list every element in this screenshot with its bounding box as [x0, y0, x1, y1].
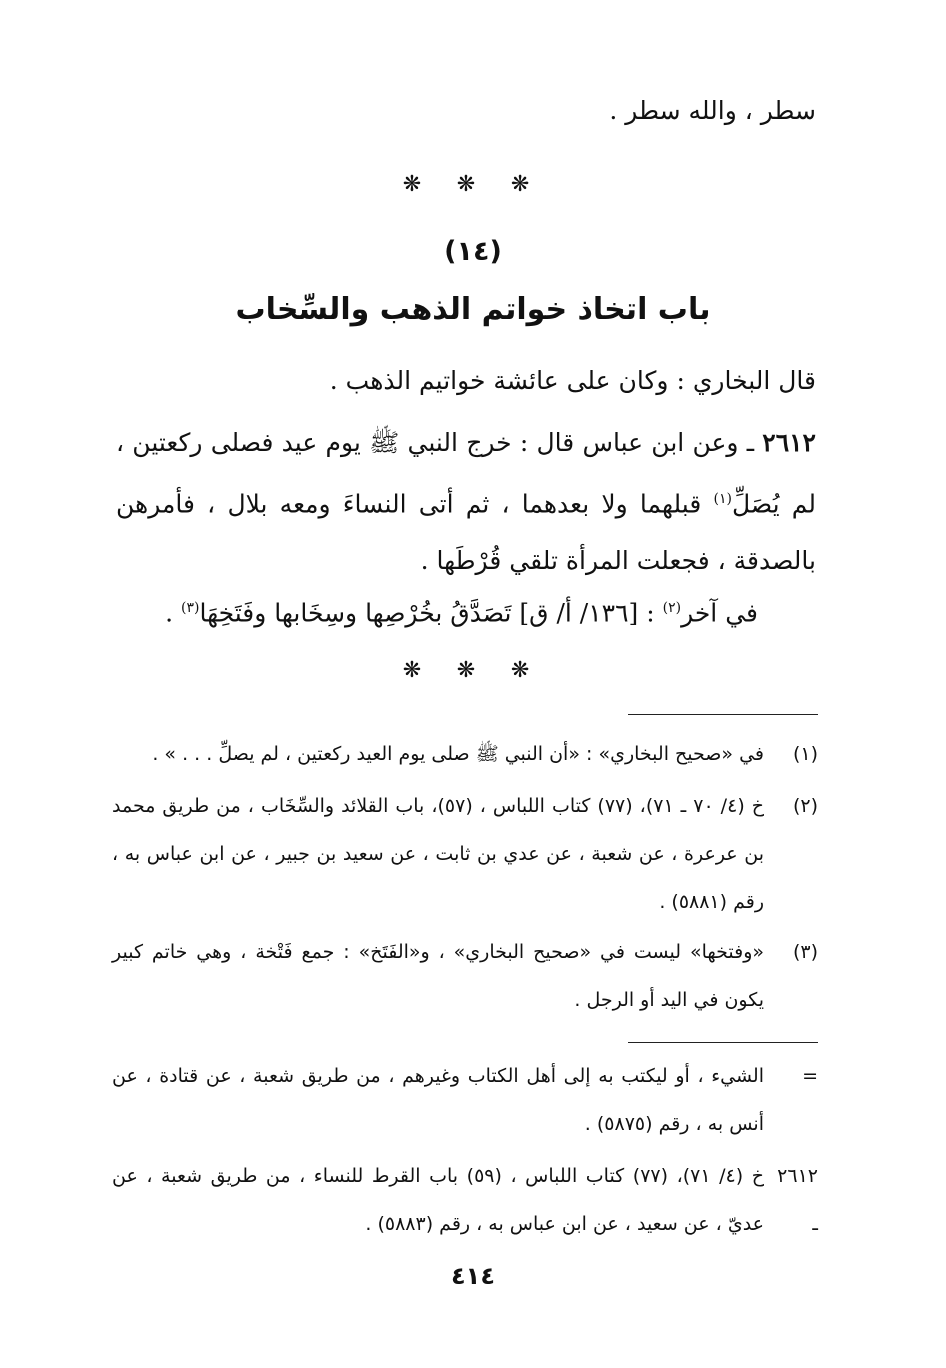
footnote-ref-2: (٢): [662, 600, 682, 616]
footnote-divider: [628, 714, 818, 715]
hadith-text-part2: قبلهما ولا بعدهما ، ثم أتى النساءَ ومعه بلال ، فأمرهن بالصدقة ، فجعلت المرأة تلقي قُرْطَها .: [116, 489, 816, 576]
takhrij-continuation: [112, 1052, 818, 1148]
takhrij-label: =: [802, 1065, 818, 1087]
footnote-label: (٣): [792, 941, 818, 963]
variant-text-part1: في آخر: [681, 598, 758, 628]
footnote-3: [112, 928, 818, 1024]
chapter-number: (١٤): [444, 236, 502, 267]
footnote-text: خ (٤/ ٧٠ ـ ٧١)، (٧٧) كتاب اللباس ، (٥٧)، باب القلائد والسِّخَاب ، من طريق محمد بن عرعرة ، عن شعبة ، عن عدي بن ثابت ، عن سعيد بن جبير ، عن ابن عباس به ، رقم (٥٨٨١) .: [112, 795, 764, 913]
separator-stars: ❋ ❋ ❋: [402, 172, 544, 197]
footnote-2: [112, 782, 818, 926]
page-number: ٤١٤: [451, 1262, 495, 1290]
continuation-line: سطر ، والله سطر .: [609, 96, 816, 125]
takhrij-divider: [628, 1042, 818, 1043]
hadith-number: ٢٦١٢: [762, 428, 816, 457]
takhrij-label: ٢٦١٢ ـ: [777, 1165, 818, 1235]
footnote-label: (٢): [792, 795, 818, 817]
variant-text-part3: .: [165, 598, 181, 628]
variant-text-part2: : [١٣٦/ أ/ ق] تَصَدَّقُ بخُرْصِها وسِخَابها وفَتَخِهَا: [199, 598, 663, 628]
separator-stars: ❋ ❋ ❋: [402, 658, 544, 683]
footnote-ref-1: (١): [713, 491, 732, 507]
variant-paragraph: [118, 580, 758, 641]
footnote-text: «وفتخها» ليست في «صحيح البخاري» ، و«الفَتَخ» : جمع فَتْخة ، وهي خاتم كبير يكون في اليد أو الرجل .: [112, 941, 764, 1011]
footnote-label: (١): [792, 743, 818, 765]
footnote-1: [112, 730, 818, 778]
hadith-paragraph: [116, 414, 816, 589]
bukhari-statement: قال البخاري : وكان على عائشة خواتيم الذهب .: [329, 366, 816, 395]
chapter-title: باب اتخاذ خواتم الذهب والسِّخاب: [235, 292, 711, 327]
hadith-text-part1: ـ وعن ابن عباس قال : خرج النبي ﷺ يوم عيد فصلى ركعتين ، لم يُصَلِّ: [116, 428, 816, 519]
takhrij-text: الشيء ، أو ليكتب به إلى أهل الكتاب وغيرهم ، من طريق شعبة ، عن قتادة ، عن أنس به ، رقم (٥٨٧٥) .: [112, 1065, 764, 1135]
footnote-text: في «صحيح البخاري» : «أن النبي ﷺ صلى يوم العيد ركعتين ، لم يصلِّ . . . » .: [152, 743, 764, 765]
footnote-ref-3: (٣): [180, 600, 200, 616]
takhrij-text: خ (٤/ ٧١)، (٧٧) كتاب اللباس ، (٥٩) باب القرط للنساء ، من طريق شعبة ، عن عديّ ، عن سعيد ، عن ابن عباس به ، رقم (٥٨٨٣) .: [112, 1165, 764, 1235]
takhrij-entry: [112, 1152, 818, 1248]
